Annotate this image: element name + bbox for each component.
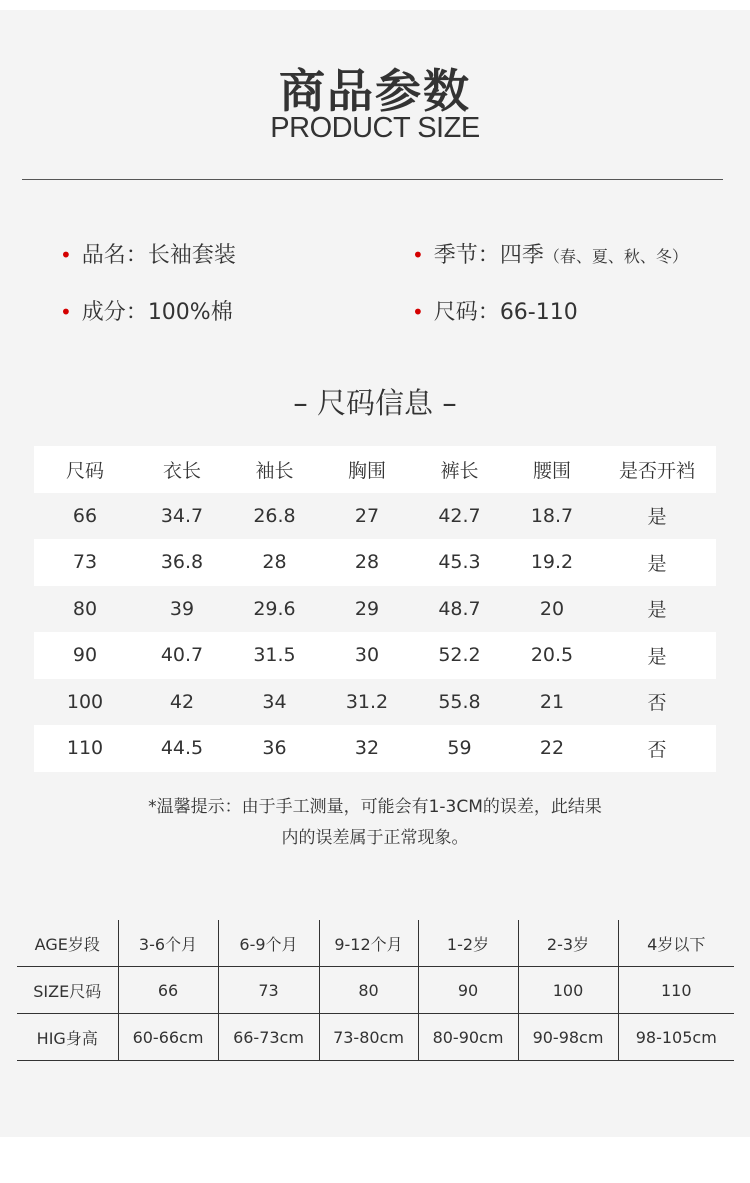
table-cell: 27 <box>354 504 380 527</box>
table-cell: AGE岁段 <box>17 920 118 967</box>
table-cell: 1-2岁 <box>418 920 518 967</box>
measurement-note <box>0 792 750 854</box>
table-cell: 3-6个月 <box>118 920 218 967</box>
table-header-row <box>34 446 716 493</box>
column-header: 衣长 <box>136 446 228 493</box>
table-cell: 60-66cm <box>118 1014 218 1061</box>
divider <box>22 179 723 180</box>
table-cell: 是 <box>647 599 667 622</box>
spec-label: 季节： <box>433 243 500 268</box>
table-cell: 80 <box>72 597 98 620</box>
table-cell: 55.8 <box>438 690 481 713</box>
spec-value: 66-110 <box>499 300 578 325</box>
table-cell: 22 <box>506 725 598 772</box>
table-row <box>34 586 716 633</box>
spec-name <box>60 238 236 269</box>
table-cell: 是 <box>647 506 667 529</box>
table-cell: 34 <box>262 690 287 713</box>
table-row <box>34 725 716 772</box>
table-cell: 20 <box>539 597 565 620</box>
table-cell: 26.8 <box>253 504 296 527</box>
table-cell: 2-3岁 <box>518 920 618 967</box>
column-header: 裤长 <box>413 446 506 493</box>
table-cell: 是 <box>598 539 716 586</box>
column-header: 袖长 <box>228 446 321 493</box>
table-cell: 110 <box>34 725 136 772</box>
page-title: 商品参数 <box>279 64 471 118</box>
note-line: *温馨提示：由于手工测量，可能会有1-3CM的误差，此结果 <box>148 797 602 817</box>
table-cell: 28 <box>321 539 413 586</box>
table-cell: 4岁以下 <box>618 920 734 967</box>
age-size-table <box>17 920 734 1061</box>
table-cell: 9-12个月 <box>319 920 418 967</box>
table-row <box>34 493 716 540</box>
table-cell: 28 <box>228 539 321 586</box>
table-cell: 否 <box>647 692 667 715</box>
table-cell: 否 <box>598 725 716 772</box>
table-cell: 是 <box>598 632 716 679</box>
bullet-icon: • <box>412 243 424 267</box>
spec-label: 尺码： <box>433 300 500 325</box>
table-cell: 90 <box>418 967 518 1014</box>
table-cell: 39 <box>169 597 195 620</box>
table-cell: 40.7 <box>136 632 228 679</box>
table-cell: 98-105cm <box>618 1014 734 1061</box>
table-cell: 42 <box>169 690 195 713</box>
table-cell: 29 <box>354 597 380 620</box>
table-cell: 66-73cm <box>218 1014 319 1061</box>
bullet-icon: • <box>60 243 72 267</box>
table-cell: HIG身高 <box>17 1014 118 1061</box>
table-cell: 20.5 <box>506 632 598 679</box>
table-cell: 44.5 <box>136 725 228 772</box>
table-cell: 31.5 <box>228 632 321 679</box>
table-row <box>34 679 716 726</box>
table-cell: 31.2 <box>345 690 389 713</box>
table-cell: 18.7 <box>530 504 574 527</box>
table-cell: 110 <box>618 967 734 1014</box>
spec-value: 100%棉 <box>147 300 233 325</box>
table-cell: 73-80cm <box>319 1014 418 1061</box>
column-header: 尺码 <box>34 446 136 493</box>
table-cell: 100 <box>518 967 618 1014</box>
table-cell: 73 <box>34 539 136 586</box>
table-cell: 66 <box>72 504 98 527</box>
table-cell: 90 <box>34 632 136 679</box>
table-cell: 42.7 <box>438 504 481 527</box>
table-cell: 36 <box>228 725 321 772</box>
table-cell: 21 <box>539 690 565 713</box>
spec-suffix: （春、夏、秋、冬） <box>543 247 688 266</box>
spec-material <box>60 295 233 326</box>
table-cell: 29.6 <box>253 597 296 620</box>
table-cell: 80-90cm <box>418 1014 518 1061</box>
table-cell: 36.8 <box>136 539 228 586</box>
column-header: 胸围 <box>321 446 413 493</box>
table-row <box>17 920 734 967</box>
bullet-icon: • <box>412 300 424 324</box>
spec-label: 品名： <box>81 243 148 268</box>
table-cell: 52.2 <box>413 632 506 679</box>
table-cell: 45.3 <box>413 539 506 586</box>
bullet-icon: • <box>60 300 72 324</box>
table-cell: 19.2 <box>506 539 598 586</box>
table-cell: 32 <box>321 725 413 772</box>
note-line: 内的误差属于正常现象。 <box>281 828 469 848</box>
spec-value: 长袖套装 <box>147 243 236 268</box>
table-row <box>17 967 734 1014</box>
table-row <box>17 1014 734 1061</box>
table-cell: 6-9个月 <box>218 920 319 967</box>
page-subtitle: PRODUCT SIZE <box>270 112 480 144</box>
spec-value: 四季 <box>499 243 544 268</box>
table-cell: 48.7 <box>438 597 481 620</box>
table-cell: 66 <box>118 967 218 1014</box>
column-header: 是否开裆 <box>598 446 716 493</box>
size-section-title: – 尺码信息 – <box>293 386 457 420</box>
table-row <box>34 632 716 679</box>
spec-season <box>412 238 688 269</box>
table-cell: 34.7 <box>160 504 204 527</box>
size-table <box>34 446 716 772</box>
table-cell: 90-98cm <box>518 1014 618 1061</box>
table-cell: 73 <box>218 967 319 1014</box>
table-cell: 80 <box>319 967 418 1014</box>
table-row <box>34 539 716 586</box>
table-cell: SIZE尺码 <box>17 967 118 1014</box>
table-cell: 30 <box>321 632 413 679</box>
table-cell: 100 <box>66 690 104 713</box>
spec-size <box>412 295 578 326</box>
table-cell: 59 <box>413 725 506 772</box>
spec-label: 成分： <box>81 300 148 325</box>
column-header: 腰围 <box>506 446 598 493</box>
